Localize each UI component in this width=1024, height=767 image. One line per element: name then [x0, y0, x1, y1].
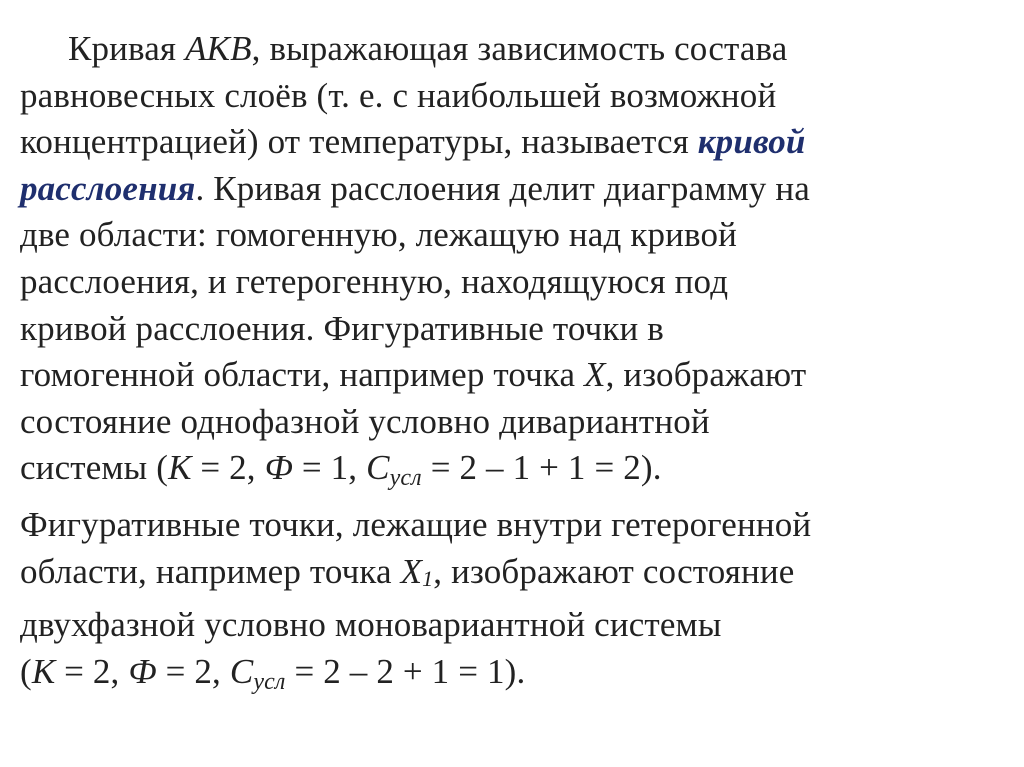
- text-line-9: состояние однофазной условно дивариантной: [20, 401, 710, 441]
- text-line-8: [20, 352, 994, 399]
- text: = 2 – 2 + 1 = 1).: [285, 651, 526, 691]
- point-label: X: [400, 551, 423, 591]
- formula-var: С: [229, 651, 254, 691]
- text: Кривая: [68, 29, 186, 68]
- curve-label: AKB: [185, 29, 252, 68]
- text: гомогенной области, например точка: [20, 355, 585, 395]
- highlighted-term: кривой: [697, 122, 806, 162]
- text-line-10: [20, 445, 994, 502]
- text-line-2: равновесных слоёв (т. е. с наибольшей возможной: [20, 75, 777, 115]
- highlighted-term: расслоения: [20, 168, 196, 208]
- text-line-13: двухфазной условно моновариантной системы: [20, 605, 722, 645]
- text-line-7: кривой расслоения. Фигуративные точки в: [20, 308, 664, 348]
- body-paragraph: [20, 26, 994, 705]
- text: системы (: [20, 448, 169, 488]
- text-line-4: [20, 166, 994, 213]
- point-label: X: [584, 355, 606, 395]
- text: , изображают состояние: [433, 551, 795, 591]
- text-line-5: две области: гомогенную, лежащую над кривой: [20, 215, 737, 255]
- text-line-12: [20, 549, 994, 603]
- formula-var: Ф: [128, 651, 157, 691]
- text: , выражающая зависимость состава: [251, 29, 788, 68]
- text: = 2,: [55, 651, 129, 691]
- text: = 2 – 1 + 1 = 2).: [421, 448, 662, 488]
- text: области, например точка: [20, 551, 401, 591]
- formula-var: Ф: [264, 448, 293, 488]
- text-line-1: [20, 26, 994, 73]
- text: . Кривая расслоения делит диаграмму на: [195, 168, 810, 208]
- text: , изображают: [605, 355, 807, 395]
- text-line-6: расслоения, и гетерогенную, находящуюся под: [20, 261, 729, 301]
- formula-var: С: [366, 448, 390, 488]
- text: = 2,: [156, 651, 230, 691]
- text-line-11: Фигуративные точки, лежащие внутри гетерогенной: [20, 504, 812, 544]
- text-line-3: [20, 119, 994, 166]
- text: = 2,: [191, 448, 265, 488]
- formula-var: К: [168, 448, 192, 488]
- text-line-14: [20, 649, 994, 706]
- formula-var: К: [31, 651, 56, 691]
- text: = 1,: [292, 448, 367, 488]
- formula-subscript: усл: [389, 465, 422, 492]
- text: (: [20, 651, 32, 691]
- point-subscript: 1: [422, 565, 434, 591]
- formula-subscript: усл: [253, 668, 286, 695]
- text: концентрацией) от температуры, называется: [20, 122, 698, 162]
